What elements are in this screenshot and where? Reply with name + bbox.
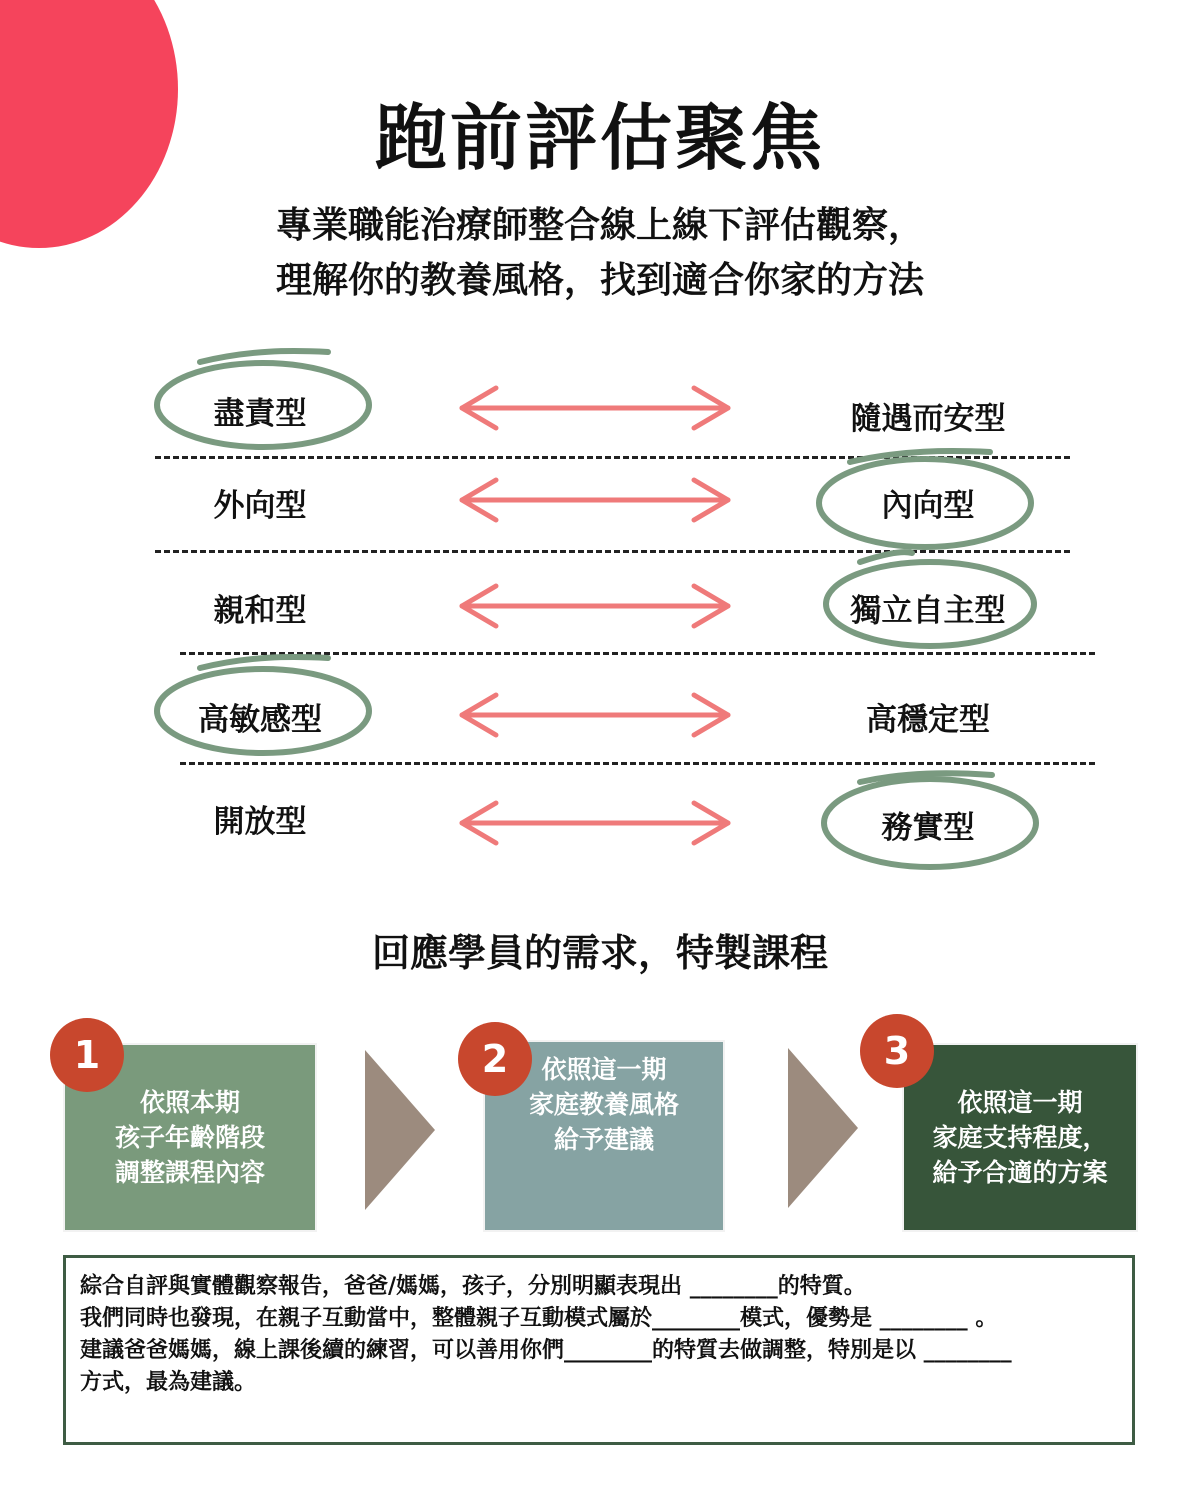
chevron-right-icon xyxy=(365,1050,435,1210)
spectrum-right-4: 高穩定型 xyxy=(866,702,990,738)
step-1-line-3: 調整課程內容 xyxy=(114,1158,265,1187)
circled-oval-icon xyxy=(824,773,1036,867)
double-arrow-icon xyxy=(462,586,728,626)
step-3-line-1: 依照這一期 xyxy=(957,1088,1083,1117)
step-2-line-1: 依照這一期 xyxy=(541,1055,667,1084)
spectrum-left-3: 親和型 xyxy=(213,593,307,629)
spectrum-right-3: 獨立自主型 xyxy=(850,593,1006,629)
spectrum-left-5: 開放型 xyxy=(213,804,307,840)
step-1-line-1: 依照本期 xyxy=(139,1088,240,1117)
summary-line-2: 我們同時也發現，在親子互動當中，整體親子互動模式屬於________模式，優勢是 ________ 。 xyxy=(80,1305,998,1331)
subtitle-line-1: 專業職能治療師整合線上線下評估觀察， xyxy=(275,204,924,246)
double-arrow-icon xyxy=(462,803,728,843)
spectrum-left-1: 盡責型 xyxy=(213,396,307,432)
double-arrow-icon xyxy=(462,695,728,735)
step-badge-2: 2 xyxy=(458,1022,532,1096)
spectrum-left-2: 外向型 xyxy=(213,488,307,524)
chevron-right-icon xyxy=(788,1048,858,1208)
circled-oval-icon xyxy=(157,657,369,753)
spectrum-left-4: 高敏感型 xyxy=(198,702,322,738)
spectrum-right-5: 務實型 xyxy=(881,810,975,846)
step-badge-1: 1 xyxy=(50,1018,124,1092)
circled-oval-icon xyxy=(819,451,1031,547)
summary-box xyxy=(63,1255,1135,1445)
step-3-line-3: 給予合適的方案 xyxy=(932,1158,1108,1187)
step-badge-3: 3 xyxy=(860,1014,934,1088)
step-2-line-3: 給予建議 xyxy=(553,1125,654,1154)
page-title: 跑前評估聚焦 xyxy=(374,95,825,180)
step-2-line-2: 家庭教養風格 xyxy=(528,1090,679,1119)
spectrum-right-1: 隨遇而安型 xyxy=(850,401,1006,437)
double-arrow-icon xyxy=(462,388,728,428)
subtitle-line-2: 理解你的教養風格，找到適合你家的方法 xyxy=(275,259,924,301)
circled-oval-icon xyxy=(826,552,1034,646)
summary-line-3: 建議爸爸媽媽，線上課後續的練習，可以善用你們________的特質去做調整，特別是以 ________ xyxy=(80,1337,1012,1363)
spectrum-right-2: 內向型 xyxy=(881,488,975,524)
step-card-3 xyxy=(904,1045,1136,1230)
summary-line-4: 方式，最為建議。 xyxy=(80,1369,257,1395)
circled-oval-icon xyxy=(157,351,369,447)
section-title: 回應學員的需求，特製課程 xyxy=(371,930,828,975)
double-arrow-icon xyxy=(462,480,728,520)
step-3-line-2: 家庭支持程度， xyxy=(932,1123,1108,1152)
summary-line-1: 綜合自評與實體觀察報告，爸爸/媽媽，孩子，分別明顯表現出 ________的特質。 xyxy=(80,1273,866,1299)
step-1-line-2: 孩子年齡階段 xyxy=(114,1123,265,1152)
